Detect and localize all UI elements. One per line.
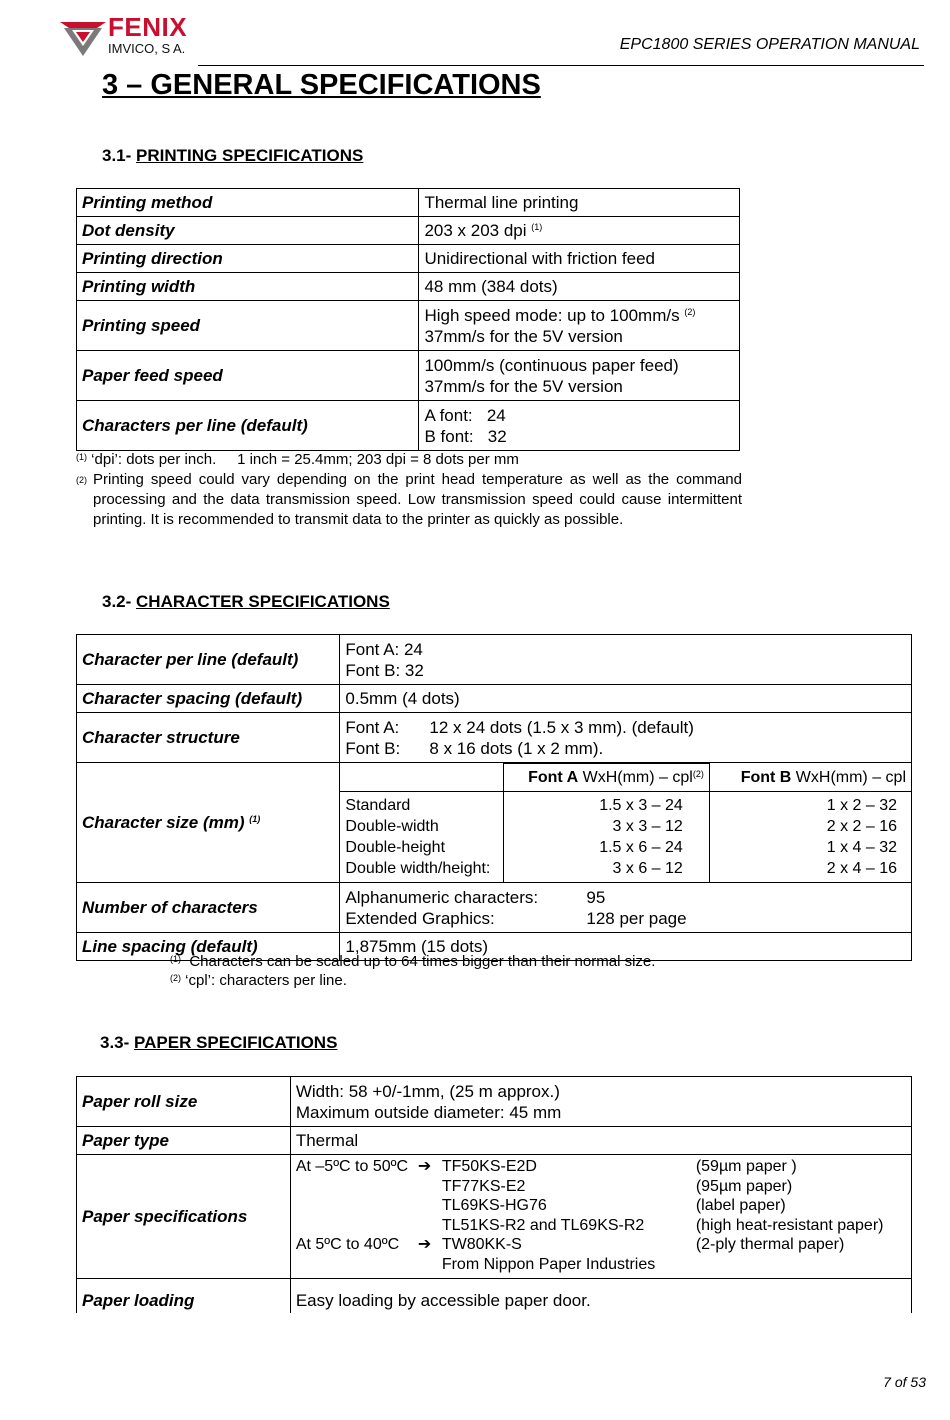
spec-value: 48 mm (384 dots)	[419, 273, 740, 301]
spec-label: Paper type	[77, 1127, 291, 1155]
list-item	[296, 1255, 906, 1275]
header-bold: Font B	[740, 768, 792, 786]
section-number: 3.2-	[102, 592, 132, 611]
printing-specs-table	[76, 188, 740, 451]
spec-value: 0.5mm (4 dots)	[340, 685, 912, 713]
spec-value	[419, 301, 740, 351]
header-text: WxH(mm) – cpl	[578, 769, 693, 786]
temp-range	[296, 1255, 418, 1275]
spec-label: Paper loading	[77, 1279, 291, 1313]
arrow-icon	[418, 1196, 442, 1216]
page-heading: 3 – GENERAL SPECIFICATIONS	[102, 69, 541, 101]
paper-model: TF77KS-E2	[441, 1177, 526, 1195]
table-row	[77, 273, 740, 301]
footnote-mark: (2)	[170, 973, 181, 983]
spec-value-text: 203 x 203 dpi	[424, 221, 527, 240]
spec-value: Easy loading by accessible paper door.	[290, 1279, 911, 1313]
table-row	[77, 635, 912, 685]
spec-key: Extended Graphics:	[345, 908, 495, 928]
size-header-row	[340, 764, 911, 792]
paper-model: TL51KS-R2 and TL69KS-R2	[441, 1216, 645, 1234]
footnote	[170, 952, 655, 972]
size-name: Double-width	[345, 818, 439, 835]
spec-value: Unidirectional with friction feed	[419, 245, 740, 273]
footnote-text: Characters can be scaled up to 64 times bigger than their normal size.	[189, 953, 656, 970]
empty-cell	[340, 764, 503, 792]
list-item	[296, 1177, 906, 1197]
temp-range	[296, 1177, 418, 1197]
paper-model: From Nippon Paper Industries	[441, 1255, 656, 1273]
table-row	[77, 763, 912, 883]
arrow-icon: ➔	[417, 1158, 432, 1175]
spec-value	[419, 401, 740, 451]
spec-value	[290, 1077, 911, 1127]
temp-range	[296, 1196, 418, 1216]
spec-label-text: Character size (mm)	[82, 813, 245, 832]
spec-label: Paper roll size	[77, 1077, 291, 1127]
font-a-sizes	[504, 792, 710, 883]
size-value: 1.5 x 6 – 24	[599, 839, 683, 856]
table-row	[77, 351, 740, 401]
size-value: 3 x 3 – 12	[612, 818, 683, 835]
spec-label: Paper specifications	[77, 1155, 291, 1279]
spec-value	[340, 883, 912, 933]
footnote-text: ‘dpi’: dots per inch. 1 inch = 25.4mm; 203 dpi = 8 dots per mm	[91, 451, 519, 468]
size-name: Double width/height:	[345, 860, 491, 877]
table-row	[77, 685, 912, 713]
size-value: 2 x 2 – 16	[826, 818, 897, 835]
table-row	[77, 1155, 912, 1279]
footnote-text: ‘cpl’: characters per line.	[185, 972, 347, 989]
paper-specs-table	[76, 1076, 912, 1313]
table-row	[77, 1279, 912, 1313]
spec-value-text: Font A: 24	[345, 639, 423, 659]
arrow-icon	[418, 1216, 442, 1236]
footnote	[170, 971, 347, 991]
footnote-ref: (2)	[684, 306, 696, 317]
spec-label: Characters per line (default)	[77, 401, 419, 451]
spec-value-text: B font: 32	[424, 426, 507, 446]
footnote	[76, 450, 519, 470]
spec-value: 1,875mm (15 dots)	[340, 933, 912, 961]
header-bold: Font A	[528, 769, 579, 786]
section-title: CHARACTER SPECIFICATIONS	[136, 592, 390, 611]
paper-desc: (high heat-resistant paper)	[695, 1216, 884, 1234]
spec-label	[77, 763, 340, 883]
spec-label: Paper feed speed	[77, 351, 419, 401]
temp-range: At 5ºC to 40ºC	[295, 1236, 400, 1253]
size-value: 1.5 x 3 – 24	[599, 797, 683, 814]
spec-value: Thermal line printing	[419, 189, 740, 217]
size-body-row	[340, 792, 911, 883]
spec-key: Alphanumeric characters:	[345, 887, 539, 907]
spec-value-text: Maximum outside diameter: 45 mm	[295, 1102, 562, 1122]
spec-value-text: 12 x 24 dots (1.5 x 3 mm). (default)	[429, 717, 694, 737]
spec-value	[340, 635, 912, 685]
size-value: 3 x 6 – 12	[612, 860, 683, 877]
size-subtable-cell	[340, 763, 912, 883]
spec-value-text: High speed mode: up to 100mm/s	[424, 305, 680, 325]
footnote-mark: (1)	[170, 954, 181, 964]
spec-value	[290, 1155, 911, 1279]
section-title: PRINTING SPECIFICATIONS	[136, 146, 364, 165]
spec-value	[340, 713, 912, 763]
paper-desc: (59µm paper )	[695, 1158, 797, 1175]
section-number: 3.1-	[102, 146, 132, 165]
table-row	[77, 301, 740, 351]
document-title: EPC1800 SERIES OPERATION MANUAL	[619, 36, 920, 53]
paper-model: TW80KK-S	[441, 1236, 522, 1253]
spec-value-text: 8 x 16 dots (1 x 2 mm).	[429, 738, 604, 758]
size-subtable	[340, 763, 911, 882]
paper-desc: (2-ply thermal paper)	[695, 1236, 845, 1253]
spec-label: Number of characters	[77, 883, 340, 933]
spec-key: Font A:	[345, 717, 400, 737]
logo-subtitle: IMVICO, S A.	[108, 41, 186, 56]
spec-value-text: 37mm/s for the 5V version	[424, 326, 623, 346]
section-heading-printing	[102, 146, 363, 166]
spec-key: Font B:	[345, 738, 401, 758]
list-item	[296, 1216, 906, 1236]
paper-desc	[696, 1255, 906, 1275]
spec-label: Character structure	[77, 713, 340, 763]
size-value: 1 x 2 – 32	[826, 797, 897, 814]
spec-label: Dot density	[77, 217, 419, 245]
footnote-ref: (2)	[692, 769, 704, 779]
arrow-icon	[418, 1177, 442, 1197]
table-row	[77, 401, 740, 451]
spec-value	[419, 351, 740, 401]
spec-value-text: A font: 24	[424, 405, 506, 425]
logo-brand: FENIX	[108, 12, 188, 42]
header-text: WxH(mm) – cpl	[791, 768, 906, 786]
spec-label: Line spacing (default)	[77, 933, 340, 961]
footnote-ref: (1)	[249, 814, 261, 824]
section-title: PAPER SPECIFICATIONS	[134, 1033, 338, 1052]
section-heading-paper	[100, 1033, 337, 1053]
size-value: 1 x 4 – 32	[826, 839, 897, 856]
spec-label: Character spacing (default)	[77, 685, 340, 713]
spec-value: Thermal	[290, 1127, 911, 1155]
table-row	[77, 713, 912, 763]
list-item	[296, 1157, 906, 1177]
table-row	[77, 1127, 912, 1155]
spec-value-text: 95	[586, 887, 606, 907]
font-b-sizes	[709, 792, 911, 883]
spec-label: Printing width	[77, 273, 419, 301]
footnote	[76, 470, 742, 530]
paper-models-list	[296, 1157, 906, 1274]
size-names	[340, 792, 503, 883]
section-number: 3.3-	[100, 1033, 130, 1052]
arrow-icon	[418, 1255, 442, 1275]
spec-label: Character per line (default)	[77, 635, 340, 685]
footnote-mark: (1)	[76, 452, 87, 462]
spec-value-text: Font B: 32	[345, 660, 424, 680]
paper-model: TF50KS-E2D	[441, 1158, 537, 1175]
spec-label: Printing speed	[77, 301, 419, 351]
spec-label: Printing method	[77, 189, 419, 217]
page-number: 7 of 53	[883, 1374, 926, 1390]
temp-range	[296, 1216, 418, 1236]
size-name: Standard	[345, 797, 411, 814]
header-divider	[198, 65, 924, 66]
paper-model: TL69KS-HG76	[441, 1197, 547, 1214]
footnote-mark: (2)	[76, 475, 87, 485]
spec-label: Printing direction	[77, 245, 419, 273]
size-name: Double-height	[345, 839, 446, 856]
paper-desc: (95µm paper)	[695, 1177, 793, 1195]
spec-value-text: Width: 58 +0/-1mm, (25 m approx.)	[295, 1081, 560, 1101]
table-row	[77, 883, 912, 933]
footnote-text: Printing speed could vary depending on the print head temperature as well as the command processing and the data transmission speed. Low transmission speed could cause intermittent printing. It is recommended to transmit data to the printer as quickly as possible.	[93, 471, 742, 528]
list-item	[296, 1196, 906, 1216]
spec-value-text: 128 per page	[586, 908, 687, 928]
paper-desc: (label paper)	[695, 1197, 786, 1214]
arrow-icon: ➔	[417, 1236, 432, 1253]
spec-value-text: 37mm/s for the 5V version	[424, 376, 623, 396]
table-row	[77, 217, 740, 245]
size-value: 2 x 4 – 16	[826, 860, 897, 877]
logo-mark-icon	[58, 16, 108, 60]
table-row	[77, 189, 740, 217]
table-row	[77, 1077, 912, 1127]
section-heading-character	[102, 592, 390, 612]
spec-value-text: 100mm/s (continuous paper feed)	[424, 355, 679, 375]
font-b-header	[709, 764, 911, 792]
footnote-ref: (1)	[531, 222, 543, 232]
table-row	[77, 245, 740, 273]
spec-value	[419, 217, 740, 245]
temp-range: At –5ºC to 50ºC	[295, 1158, 409, 1175]
font-a-header	[504, 764, 710, 792]
character-specs-table	[76, 634, 912, 961]
list-item	[296, 1235, 906, 1255]
company-logo	[58, 14, 198, 62]
